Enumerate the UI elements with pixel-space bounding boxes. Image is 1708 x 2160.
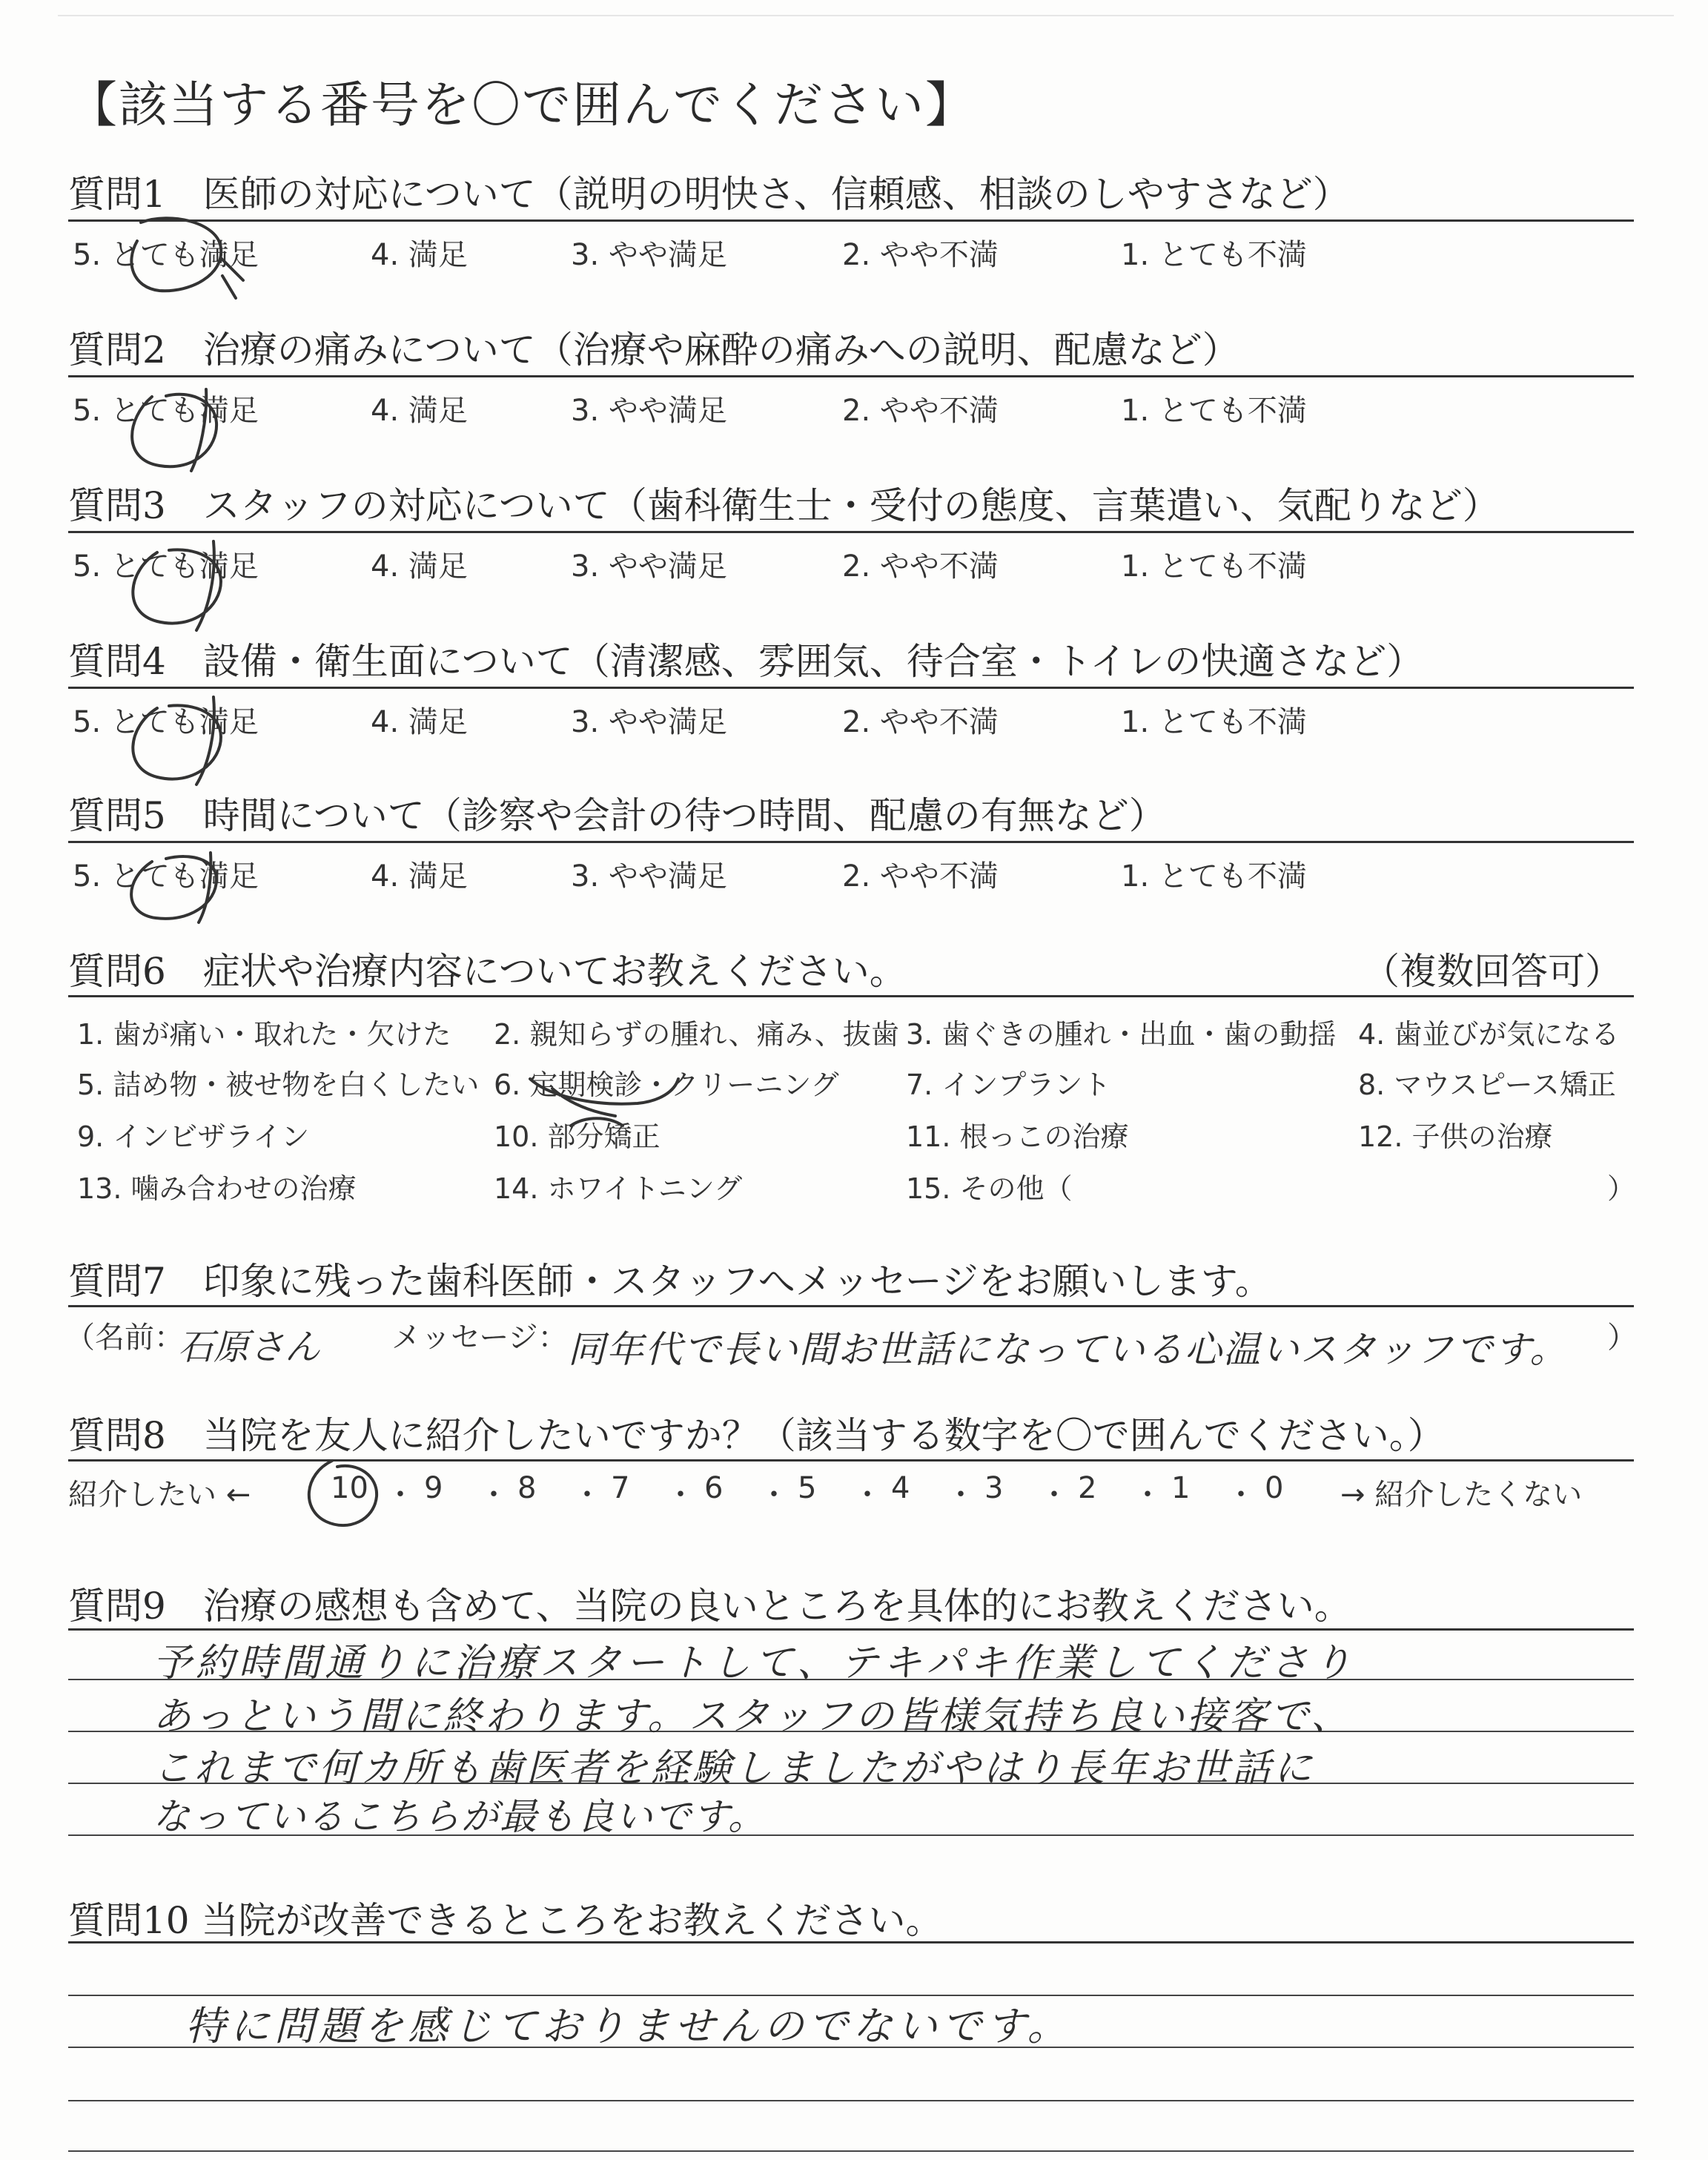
rule — [68, 1305, 1634, 1307]
question-1: 質問1 医師の対応について（説明の明快さ、信頼感、相談のしやすさなど） — [68, 173, 1350, 216]
q6-option-7[interactable]: 7. インプラント — [906, 1069, 1111, 1101]
message-close-paren: ） — [1607, 1321, 1637, 1355]
q2-option-4[interactable]: 4. 満足 — [371, 394, 468, 428]
rule — [68, 687, 1634, 689]
scale-value-7[interactable]: 7 — [611, 1471, 630, 1505]
q9-handwritten-line-3: これまで何カ所も歯医者を経験しましたがやはり長年お世話に — [153, 1746, 1316, 1791]
page-heading: 【該当する番号を〇で囲んでください】 — [68, 76, 976, 133]
rule — [68, 219, 1634, 222]
question-7: 質問7 印象に残った歯科医師・スタッフへメッセージをお願いします。 — [68, 1260, 1272, 1303]
rule — [68, 841, 1634, 843]
q4-option-1[interactable]: 1. とても不満 — [1121, 705, 1307, 739]
q6-option-5[interactable]: 5. 詰め物・被せ物を白くしたい — [77, 1069, 480, 1101]
q2-option-5[interactable]: 5. とても満足 — [73, 394, 259, 428]
rule — [68, 1941, 1634, 1943]
scale-separator-dot: ・ — [853, 1478, 882, 1512]
q9-handwritten-line-1: 予約時間通りに治療スタートして、テキパキ作業してくださり — [153, 1641, 1356, 1685]
q4-option-3[interactable]: 3. やや満足 — [571, 705, 727, 739]
name-handwritten: 石原さん — [178, 1327, 321, 1368]
q6-option-2[interactable]: 2. 親知らずの腫れ、痛み、抜歯 — [494, 1018, 899, 1051]
q6-option-13[interactable]: 13. 噛み合わせの治療 — [77, 1172, 357, 1205]
recommend-left-label: 紹介したい ← — [68, 1478, 251, 1512]
scale-separator-dot: ・ — [666, 1478, 695, 1512]
scale-separator-dot: ・ — [946, 1478, 976, 1512]
scale-value-9[interactable]: 9 — [424, 1471, 443, 1505]
q1-option-2[interactable]: 2. やや不満 — [842, 238, 999, 272]
q2-option-1[interactable]: 1. とても不満 — [1121, 394, 1307, 428]
q5-option-3[interactable]: 3. やや満足 — [571, 859, 727, 894]
scale-value-4[interactable]: 4 — [891, 1471, 910, 1505]
q5-option-4[interactable]: 4. 満足 — [371, 859, 468, 894]
question-3: 質問3 スタッフの対応について（歯科衛生士・受付の態度、言葉遣い、気配りなど） — [68, 484, 1500, 527]
q6-option-11[interactable]: 11. 根っこの治療 — [906, 1120, 1129, 1153]
message-label: メッセージ： — [391, 1321, 568, 1355]
rule — [68, 1459, 1634, 1462]
q6-option-10[interactable]: 10. 部分矯正 — [494, 1120, 661, 1153]
q6-option-15[interactable]: 15. その他（ — [906, 1172, 1073, 1205]
scale-value-3[interactable]: 3 — [984, 1471, 1004, 1505]
scale-separator-dot: ・ — [479, 1478, 509, 1512]
q2-option-2[interactable]: 2. やや不満 — [842, 394, 999, 428]
question-5: 質問5 時間について（診察や会計の待つ時間、配慮の有無など） — [68, 794, 1166, 837]
q9-handwritten-line-2: あっという間に終わります。スタッフの皆様気持ち良い接客で、 — [153, 1694, 1353, 1739]
multiple-answer-note: （複数回答可） — [1363, 950, 1622, 993]
q4-option-2[interactable]: 2. やや不満 — [842, 705, 999, 739]
q9-handwritten-line-4: なっているこちらが最も良いです。 — [153, 1795, 767, 1838]
q6-other-close-paren: ） — [1607, 1172, 1636, 1205]
q1-option-3[interactable]: 3. やや満足 — [571, 238, 727, 272]
scale-separator-dot: ・ — [572, 1478, 602, 1512]
scale-value-8[interactable]: 8 — [517, 1471, 537, 1505]
name-label: （名前： — [65, 1321, 184, 1355]
q6-option-4[interactable]: 4. 歯並びが気になる — [1358, 1018, 1620, 1051]
writing-line — [68, 2150, 1634, 2152]
q6-option-14[interactable]: 14. ホワイトニング — [494, 1172, 743, 1205]
question-8: 質問8 当院を友人に紹介したいですか？（該当する数字を〇で囲んでください。） — [68, 1414, 1445, 1457]
question-2: 質問2 治療の痛みについて（治療や麻酔の痛みへの説明、配慮など） — [68, 328, 1239, 371]
scale-separator-dot: ・ — [1039, 1478, 1069, 1512]
q4-option-5[interactable]: 5. とても満足 — [73, 705, 259, 739]
rule — [68, 1628, 1634, 1631]
rule — [68, 375, 1634, 377]
recommend-right-label: → 紹介したくない — [1340, 1478, 1583, 1512]
q4-option-4[interactable]: 4. 満足 — [371, 705, 468, 739]
scale-value-1[interactable]: 1 — [1171, 1471, 1191, 1505]
scale-value-0[interactable]: 0 — [1265, 1471, 1284, 1505]
top-border — [58, 15, 1674, 16]
q2-option-3[interactable]: 3. やや満足 — [571, 394, 727, 428]
scale-value-2[interactable]: 2 — [1078, 1471, 1097, 1505]
rule — [68, 531, 1634, 533]
scale-separator-dot: ・ — [385, 1478, 415, 1512]
q6-option-1[interactable]: 1. 歯が痛い・取れた・欠けた — [77, 1018, 451, 1051]
q6-option-9[interactable]: 9. インビザライン — [77, 1120, 310, 1153]
question-4: 質問4 設備・衛生面について（清潔感、雰囲気、待合室・トイレの快適さなど） — [68, 640, 1424, 683]
q3-option-4[interactable]: 4. 満足 — [371, 549, 468, 584]
scale-separator-dot: ・ — [1226, 1478, 1256, 1512]
q5-option-2[interactable]: 2. やや不満 — [842, 859, 999, 894]
question-6: 質問6 症状や治療内容についてお教えください。 — [68, 950, 907, 993]
rule — [68, 995, 1634, 997]
q1-option-4[interactable]: 4. 満足 — [371, 238, 468, 272]
q3-option-3[interactable]: 3. やや満足 — [571, 549, 727, 584]
q6-option-3[interactable]: 3. 歯ぐきの腫れ・出血・歯の動揺 — [906, 1018, 1337, 1051]
q10-handwritten-line-1: 特に問題を感じておりませんのでないです。 — [185, 2003, 1072, 2050]
question-9: 質問9 治療の感想も含めて、当院の良いところを具体的にお教えください。 — [68, 1585, 1351, 1628]
message-handwritten: 同年代で長い間お世話になっている心温いスタッフです。 — [568, 1328, 1569, 1371]
q3-option-2[interactable]: 2. やや不満 — [842, 549, 999, 584]
q5-option-1[interactable]: 1. とても不満 — [1121, 859, 1307, 894]
q3-option-1[interactable]: 1. とても不満 — [1121, 549, 1307, 584]
scale-value-5[interactable]: 5 — [798, 1471, 817, 1505]
writing-line — [68, 2100, 1634, 2101]
q1-option-1[interactable]: 1. とても不満 — [1121, 238, 1307, 272]
scale-value-6[interactable]: 6 — [704, 1471, 724, 1505]
q6-option-6[interactable]: 6. 定期検診・クリーニング — [494, 1069, 839, 1101]
q3-option-5[interactable]: 5. とても満足 — [73, 549, 259, 584]
q5-option-5[interactable]: 5. とても満足 — [73, 859, 259, 894]
scale-separator-dot: ・ — [759, 1478, 789, 1512]
scale-separator-dot: ・ — [1133, 1478, 1162, 1512]
scale-value-10[interactable]: 10 — [331, 1471, 368, 1505]
q6-option-12[interactable]: 12. 子供の治療 — [1358, 1120, 1553, 1153]
q1-option-5[interactable]: 5. とても満足 — [73, 238, 259, 272]
question-10: 質問10 当院が改善できるところをお教えください。 — [68, 1899, 943, 1942]
q6-option-8[interactable]: 8. マウスピース矯正 — [1358, 1069, 1616, 1101]
